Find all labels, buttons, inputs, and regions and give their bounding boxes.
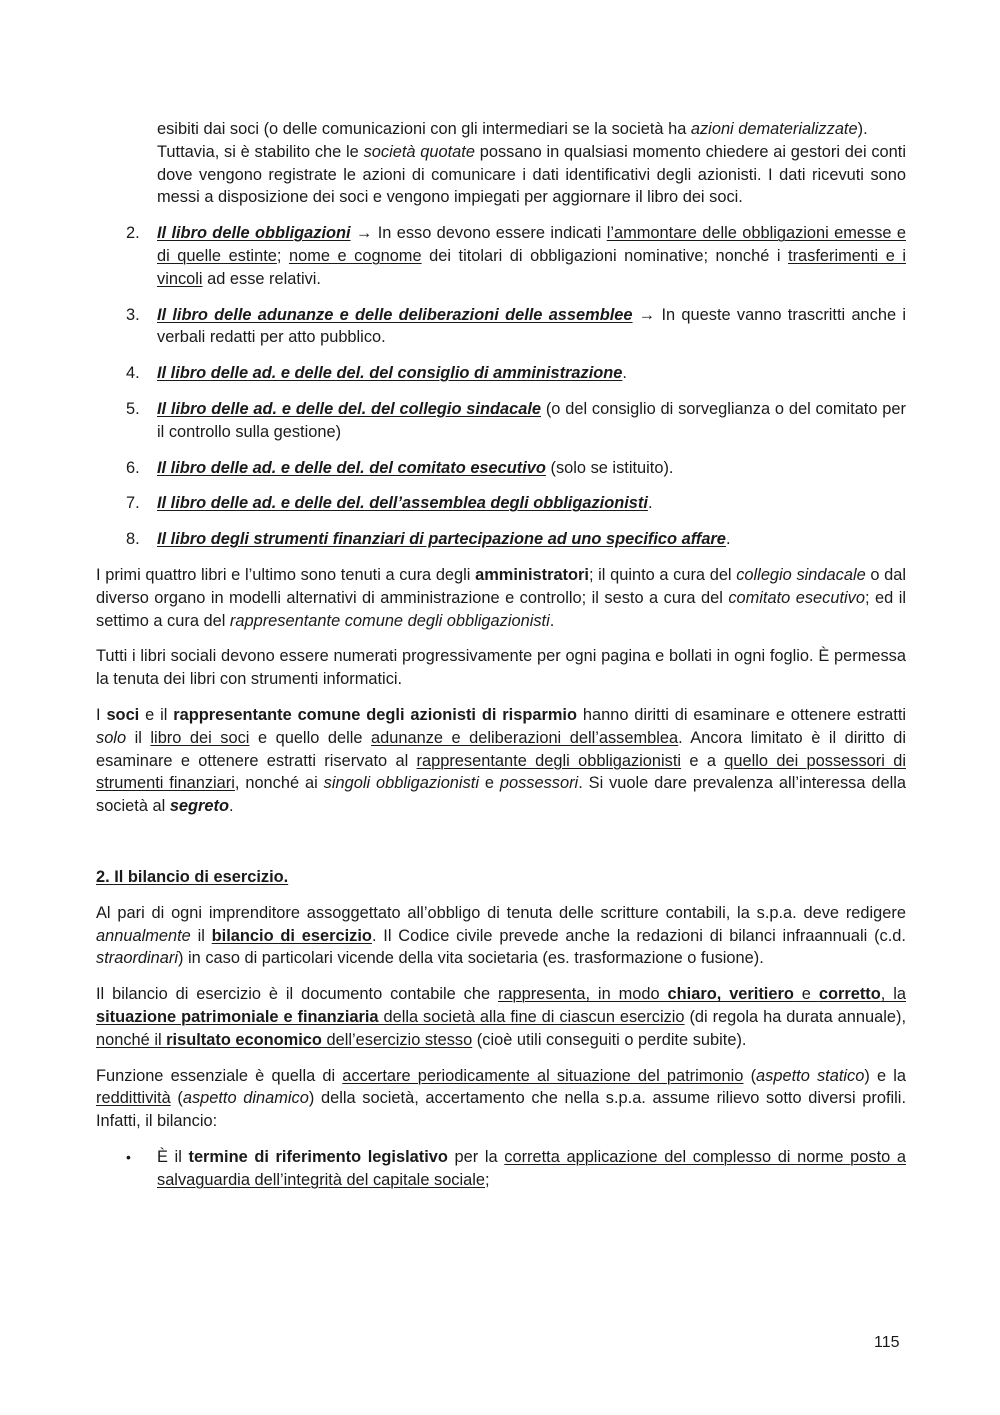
list-number: 5. xyxy=(126,399,140,418)
book-title: Il libro delle obbligazioni xyxy=(157,224,351,243)
book-title: Il libro delle ad. e delle del. del collegio sindacale xyxy=(157,399,542,418)
paragraph-bilancio-intro: Al pari di ogni imprenditore assoggettato all’obbligo di tenuta delle scritture contabili, la s.p.a. deve redigere annualmente il bilancio di esercizio. Il Codice civile prevede anche la redazioni di bilanci infraannuali (c.d. straordinari) in caso di particolari vicende della vita societaria (es. trasformazione o fusione). xyxy=(96,903,906,968)
section-heading: 2. Il bilancio di esercizio. xyxy=(96,867,289,886)
paragraph-keepers: I primi quattro libri e l’ultimo sono tenuti a cura degli amministratori; il quinto a cura del collegio sindacale o dal diverso organo in modelli alternativi di amministrazione e controllo; il sesto a cura del comitato esecutivo; ed il settimo a cura del rappresentante comune degli obbligazionisti. xyxy=(96,565,907,630)
arrow-icon: → xyxy=(632,305,662,324)
list-item-4: 4. Il libro delle ad. e delle del. del consiglio di amministrazione. xyxy=(157,362,906,385)
intro-paragraph-a: esibiti dai soci (o delle comunicazioni con gli intermediari se la società ha azioni dematerializzate). xyxy=(157,120,868,138)
list-item-8: 8. Il libro degli strumenti finanziari di partecipazione ad uno specifico affare. xyxy=(157,528,906,551)
list-item-3: 3. Il libro delle adunanze e delle deliberazioni delle assemblee → In queste vanno trascritti anche i verbali redatti per atto pubblico. xyxy=(126,305,907,347)
list-item-2: 2. Il libro delle obbligazioni → In esso devono essere indicati l’ammontare delle obbligazioni emesse e di quelle estinte; nome e cognome dei titolari di obbligazioni nominative; nonché i trasferimenti e i vincoli ad esse relativi. xyxy=(126,224,907,288)
paragraph-access-rights: I soci e il rappresentante comune degli azionisti di risparmio hanno diritti di esaminare e ottenere estratti solo il libro dei soci e quello delle adunanze e deliberazioni dell’assemblea. Ancora limitato è il diritto di esaminare e ottenere estratti riservato al rappresentante degli obbligazionisti e a quello dei possessori di strumenti finanziari, nonché ai singoli obbligazionisti e possessori. Si vuole dare prevalenza all’interessa della società al segreto. xyxy=(96,705,907,816)
document-body xyxy=(96,118,906,1204)
book-title: Il libro delle ad. e delle del. del comitato esecutivo xyxy=(157,458,546,477)
list-item-5: 5. Il libro delle ad. e delle del. del collegio sindacale (o del consiglio di sorveglianza o del comitato per il controllo sulla gestione) xyxy=(126,399,906,441)
arrow-icon: → xyxy=(350,224,378,243)
page-number: 115 xyxy=(874,1334,900,1351)
book-title: Il libro delle adunanze e delle deliberazioni delle assemblee xyxy=(157,305,633,324)
list-number: 6. xyxy=(126,458,140,477)
bullet-item: • È il termine di riferimento legislativo per la corretta applicazione del complesso di norme posto a salvaguardia dell’integrità del capitale sociale; xyxy=(126,1147,907,1189)
bullet-icon: • xyxy=(126,1148,131,1165)
list-number: 3. xyxy=(126,305,140,324)
list-number: 4. xyxy=(126,364,140,383)
book-title: Il libro delle ad. e delle del. dell’assemblea degli obbligazionisti xyxy=(157,494,648,513)
list-item-7: 7. Il libro delle ad. e delle del. dell’assemblea degli obbligazionisti. xyxy=(157,492,906,515)
book-title: Il libro degli strumenti finanziari di partecipazione ad uno specifico affare xyxy=(157,530,726,549)
intro-paragraph-b: Tuttavia, si è stabilito che le società quotate possano in qualsiasi momento chiedere ai gestori dei conti dove vengono registrate le azioni di comunicare i dati identificativi degli azionisti. I dati ricevuti sono messi a disposizione dei soci e vengono impiegati per aggiornare il libro dei soci. xyxy=(157,142,906,207)
list-item-6: 6. Il libro delle ad. e delle del. del comitato esecutivo (solo se istituito). xyxy=(157,457,906,480)
paragraph-numbering: Tutti i libri sociali devono essere numerati progressivamente per ogni pagina e bollati in ogni foglio. È permessa la tenuta dei libri con strumenti informatici. xyxy=(96,647,906,689)
paragraph-bilancio-definition: Il bilancio di esercizio è il documento contabile che rappresenta, in modo chiaro, veritiero e corretto, la situazione patrimoniale e finanziaria della società alla fine di ciascun esercizio (di regola ha durata annuale), nonché il risultato economico dell’esercizio stesso (cioè utili conseguiti o perdite subite). xyxy=(96,985,906,1049)
list-number: 8. xyxy=(126,530,140,549)
list-number: 7. xyxy=(126,494,140,513)
book-title: Il libro delle ad. e delle del. del consiglio di amministrazione xyxy=(157,364,623,383)
paragraph-bilancio-function: Funzione essenziale è quella di accertare periodicamente al situazione del patrimonio (aspetto statico) e la reddittività (aspetto dinamico) della società, accertamento che nella s.p.a. assume rilievo sotto diversi profili. Infatti, il bilancio: xyxy=(96,1066,906,1131)
list-number: 2. xyxy=(126,224,140,243)
